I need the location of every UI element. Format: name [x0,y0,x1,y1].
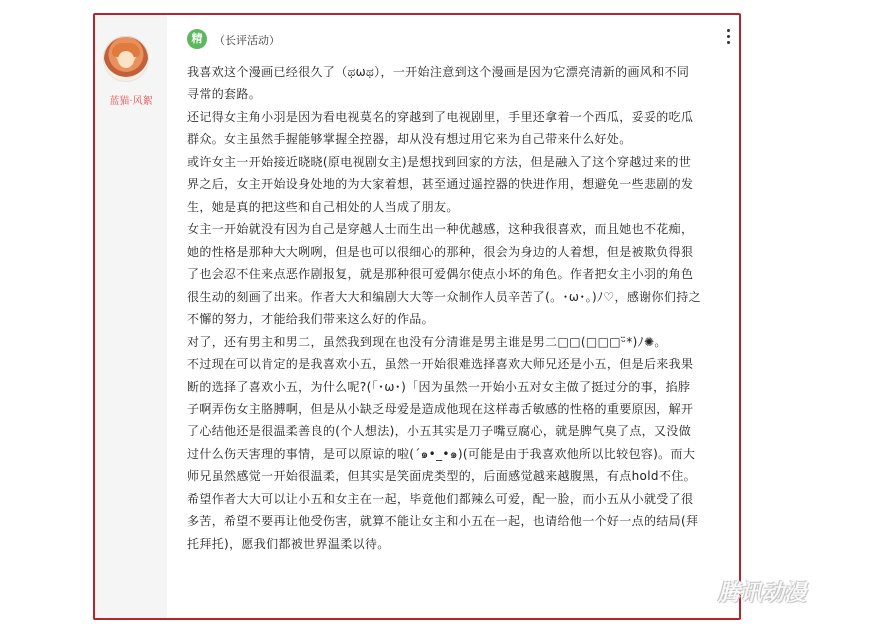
featured-badge: 精 [187,29,207,49]
username[interactable]: 蓝猫·风絮 [109,96,153,107]
user-column [95,15,167,618]
more-vertical-icon[interactable] [723,29,733,47]
comment-card [93,13,741,620]
comment-paragraph: 我喜欢这个漫画已经很久了（ಥωಥ），一开始注意到这个漫画是因为它漂亮清新的画风和不同寻常的套路。 [187,65,690,102]
comment-paragraph: 或许女主一开始接近晓晓(原电视剧女主)是想找到回家的方法，但是融入了这个穿越过来的世界之后，女主开始设身处地的为大家着想，甚至通过遥控器的快进作用，想避免一些悲剧的发生，她是真的把这些和自己相处的人当成了朋友。 [187,155,694,214]
watermark-logo: 腾讯动漫 [718,581,807,606]
activity-tag: （长评活动） [214,34,280,47]
comment-paragraph: 不过现在可以肯定的是我喜欢小五，虽然一开始很难选择喜欢大师兄还是小五，但是后来我果断的选择了喜欢小五，为什么呢?(「･ω･)「因为虽然一开始小五对女主做了挺过分的事，掐脖子啊弄伤女主胳膊啊，但是从小缺乏母爱是造成他现在这样毒舌敏感的性格的重要原因，解开了心结他还是很温柔善良的(个人想法)，小五其实是刀子嘴豆腐心，就是脾气臭了点，又没做过什么伤天害理的事情，是可以原谅的啦(´๑•_•๑)(可能是由于我喜欢他所以比较包容)。而大师兄虽然感觉一开始很温柔，但其实是笑面虎类型的，后面感觉越来越腹黑，有点hold不住。 [187,357,696,484]
avatar-girl-icon[interactable] [103,36,149,82]
comment-paragraph: 希望作者大大可以让小五和女主在一起，毕竟他们都辣么可爱，配一脸，而小五从小就受了很多苦，希望不要再让他受伤害，就算不能让女主和小五在一起，也请给他一个好一点的结局(拜托拜托)，愿我们都被世界温柔以待。 [187,491,699,551]
comment-body [187,61,701,555]
comment-paragraph: 女主一开始就没有因为自己是穿越人士而生出一种优越感，这种我很喜欢，而且她也不花痴，她的性格是那种大大咧咧，但是也可以很细心的那种，很会为身边的人着想，但是被欺负得狠了也会忍不住来点恶作剧报复，就是那种很可爱偶尔使点小坏的角色。作者把女主小羽的角色很生动的刻画了出来。作者大大和编剧大大等一众制作人员辛苦了(。･ω･。)ﾉ♡，感谢你们持之不懈的努力，才能给我们带来这么好的作品。 [187,222,701,327]
avatar-face [118,51,134,68]
comment-paragraph: 对了，还有男主和男二，虽然我到现在也没有分清谁是男主谁是男二□□(□□□ᵕ̈*)ﾉ✺。 [187,334,667,349]
comment-paragraph: 还记得女主角小羽是因为看电视莫名的穿越到了电视剧里，手里还拿着一个西瓜，妥妥的吃瓜群众。女主虽然手握能够掌握全控器，却从没有想过用它来为自己带来什么好处。 [187,110,694,147]
